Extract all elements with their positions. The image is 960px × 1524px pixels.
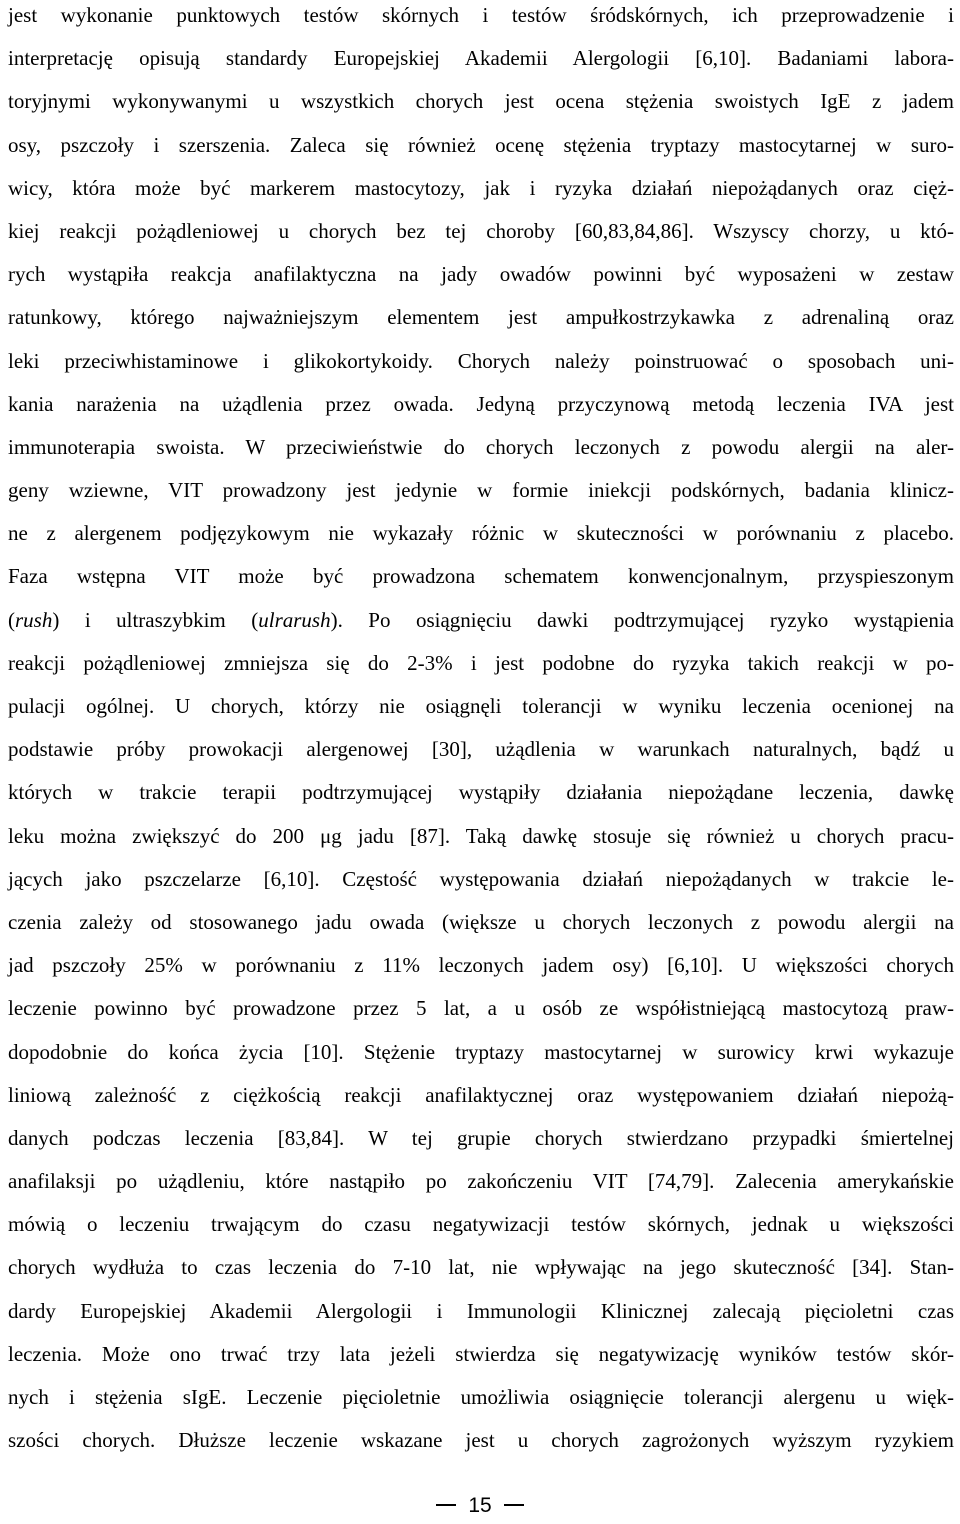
text-line: reakcji pożądleniowej zmniejsza się do 2-3% i jest podobne do ryzyka takich reakcji w po-: [8, 650, 954, 675]
text-line: podstawie próby prowokacji alergenowej [30], użądlenia w warunkach naturalnych, bądź u: [8, 737, 954, 762]
text-line: ne z alergenem podjęzykowym nie wykazały różnic w skuteczności w porównaniu z placebo.: [8, 521, 954, 546]
text-line: czenia zależy od stosowanego jadu owada (większe u chorych leczonych z powodu alergii na: [8, 909, 954, 934]
text-line: dopodobnie do końca życia [10]. Stężenie tryptazy mastocytarnej w surowicy krwi wykazuje: [8, 1039, 954, 1064]
text-line: dardy Europejskiej Akademii Alergologii i Immunologii Klinicznej zalecają pięcioletni czas: [8, 1298, 954, 1323]
text-line: szości chorych. Dłuższe leczenie wskazane jest u chorych zagrożonych wyższym ryzykiem: [8, 1428, 954, 1453]
text-line: kiej reakcji pożądleniowej u chorych bez tej choroby [60,83,84,86]. Wszyscy chorzy, u któ-: [8, 218, 954, 243]
text-line: rych wystąpiła reakcja anafilaktyczna na jady owadów powinni być wyposażeni w zestaw: [8, 262, 954, 287]
body-text: [8, 0, 954, 1462]
text-line: pulacji ogólnej. U chorych, którzy nie osiągnęli tolerancji w wyniku leczenia ocenionej na: [8, 694, 954, 718]
page-footer: [0, 1494, 960, 1524]
page-number: 15: [468, 1494, 492, 1518]
text-line: (rush) i ultraszybkim (ulrarush). Po osiągnięciu dawki podtrzymującej ryzyko wystąpienia: [8, 607, 954, 632]
text-line: jących jako pszczelarze [6,10]. Częstość występowania działań niepożądanych w trakcie le-: [8, 866, 954, 891]
text-line: leczenia. Może ono trwać trzy lata jeżeli stwierdza się negatywizację wyników testów skór-: [8, 1341, 954, 1366]
text-line: kania narażenia na użądlenia przez owada. Jedyną przyczynową metodą leczenia IVA jest: [8, 391, 954, 416]
text-line: Faza wstępna VIT może być prowadzona schematem konwencjonalnym, przyspieszonym: [8, 564, 954, 589]
text-line: immunoterapia swoista. W przeciwieństwie do chorych leczonych z powodu alergii na aler-: [8, 434, 954, 459]
text-line: nych i stężenia sIgE. Leczenie pięcioletnie umożliwia osiągnięcie tolerancji alergenu u więk-: [8, 1385, 954, 1409]
text-line: których w trakcie terapii podtrzymującej wystąpiły działania niepożądane leczenia, dawkę: [8, 780, 954, 805]
text-line: wicy, która może być markerem mastocytozy, jak i ryzyka działań niepożądanych oraz cięż-: [8, 175, 954, 200]
text-line: chorych wydłuża to czas leczenia do 7-10 lat, nie wpływając na jego skuteczność [34]. Stan-: [8, 1255, 954, 1280]
text-line: danych podczas leczenia [83,84]. W tej grupie chorych stwierdzano przypadki śmiertelnej: [8, 1125, 954, 1150]
text-line: anafilaksji po użądleniu, które nastąpiło po zakończeniu VIT [74,79]. Zalecenia amerykańskie: [8, 1169, 954, 1194]
text-line: leczenie powinno być prowadzone przez 5 lat, a u osób ze współistniejącą mastocytozą praw-: [8, 996, 954, 1021]
footer-dash-right: [504, 1504, 524, 1506]
text-line: jest wykonanie punktowych testów skórnych i testów śródskórnych, ich przeprowadzenie i: [8, 3, 954, 27]
footer-dash-left: [436, 1504, 456, 1506]
text-line: ratunkowy, którego najważniejszym elementem jest ampułkostrzykawka z adrenaliną oraz: [8, 305, 954, 330]
text-line: leku można zwiększyć do 200 μg jadu [87]. Taką dawkę stosuje się również u chorych pracu-: [8, 823, 954, 848]
text-line: osy, pszczoły i szerszenia. Zaleca się również ocenę stężenia tryptazy mastocytarnej w suro-: [8, 132, 954, 157]
text-line: mówią o leczeniu trwającym do czasu negatywizacji testów skórnych, jednak u większości: [8, 1212, 954, 1237]
text-line: toryjnymi wykonywanymi u wszystkich chorych jest ocena stężenia swoistych IgE z jadem: [8, 89, 954, 114]
text-line: liniową zależność z ciężkością reakcji anafilaktycznej oraz występowaniem działań niepożą-: [8, 1082, 954, 1107]
text-line: leki przeciwhistaminowe i glikokortykoidy. Chorych należy poinstruować o sposobach uni-: [8, 348, 954, 373]
text-line: geny wziewne, VIT prowadzony jest jedynie w formie iniekcji podskórnych, badania klinicz-: [8, 478, 954, 503]
text-line: jad pszczoły 25% w porównaniu z 11% leczonych jadem osy) [6,10]. U większości chorych: [8, 953, 954, 978]
text-line: interpretację opisują standardy Europejskiej Akademii Alergologii [6,10]. Badaniami labora-: [8, 46, 954, 71]
